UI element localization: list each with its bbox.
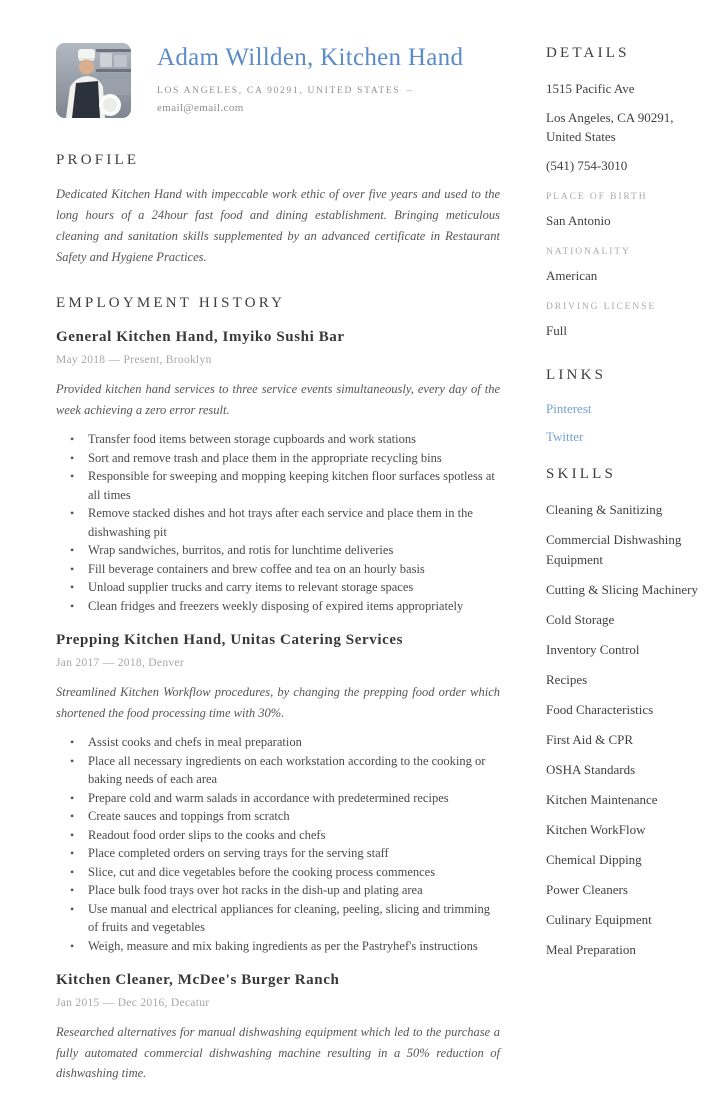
driving-license-label: DRIVING LICENSE xyxy=(546,302,657,312)
job-bullet: • Wrap sandwiches, burritos, and rotis for lunchtime deliveries xyxy=(56,541,500,560)
job-date: Jan 2015 — Dec 2016, Decatur xyxy=(56,997,210,1009)
chef-photo-illustration xyxy=(56,43,131,118)
job-bullet: • Assist cooks and chefs in meal preparation xyxy=(56,733,500,752)
skill-item: Commercial Dishwashing Equipment xyxy=(546,532,682,567)
phone-number: (541) 754-3010 xyxy=(546,158,628,173)
main-column xyxy=(56,0,500,1094)
resume-header xyxy=(56,43,500,118)
job-date: May 2018 — Present, Brooklyn xyxy=(56,354,212,366)
job-bullet: • Fill beverage containers and brew coffee and tea on an hourly basis xyxy=(56,560,500,579)
job-title: Prepping Kitchen Hand, Unitas Catering Services xyxy=(56,632,404,648)
job-bullet: • Transfer food items between storage cupboards and work stations xyxy=(56,430,500,449)
skills-list xyxy=(546,500,698,960)
page-title: Adam Willden, Kitchen Hand xyxy=(157,44,464,71)
link-item[interactable]: Pinterest xyxy=(546,401,592,416)
profile-photo xyxy=(56,43,131,118)
job-entry xyxy=(56,329,500,615)
driving-license-value: Full xyxy=(546,323,567,338)
nationality-value: American xyxy=(546,268,598,283)
skill-item: Meal Preparation xyxy=(546,942,636,957)
job-bullet: • Use manual and electrical appliances for cleaning, peeling, slicing and trimming of fruits and vegetables xyxy=(56,900,500,937)
job-bullet: • Place bulk food trays over hot racks in the dish-up and plating area xyxy=(56,881,500,900)
links-section xyxy=(546,367,698,445)
job-bullet-list xyxy=(56,733,500,955)
job-bullet: • Place completed orders on serving trays for the serving staff xyxy=(56,844,500,863)
employment-heading: EMPLOYMENT HISTORY xyxy=(56,295,286,311)
location-text: LOS ANGELES, CA 90291, UNITED STATES xyxy=(157,85,401,96)
skill-item: Cutting & Slicing Machinery xyxy=(546,582,699,597)
skill-item: Cleaning & Sanitizing xyxy=(546,502,663,517)
links-list xyxy=(546,401,698,445)
nationality-label: NATIONALITY xyxy=(546,247,631,257)
skill-item: Kitchen WorkFlow xyxy=(546,822,646,837)
details-heading: DETAILS xyxy=(546,45,630,61)
skill-item: Culinary Equipment xyxy=(546,912,652,927)
skill-item: Food Characteristics xyxy=(546,702,654,717)
job-bullet: • Prepare cold and warm salads in accordance with predetermined recipes xyxy=(56,789,500,808)
job-bullet: • Weigh, measure and mix baking ingredients as per the Pastryhef's instructions xyxy=(56,937,500,956)
job-bullet: • Responsible for sweeping and mopping keeping kitchen floor surfaces spotless at all times xyxy=(56,467,500,504)
place-of-birth-label: PLACE OF BIRTH xyxy=(546,192,648,202)
address-line xyxy=(157,85,463,96)
job-title: General Kitchen Hand, Imyiko Sushi Bar xyxy=(56,329,345,345)
job-date: Jan 2017 — 2018, Denver xyxy=(56,657,184,669)
skill-item: Cold Storage xyxy=(546,612,615,627)
header-text xyxy=(157,43,463,118)
skill-item: Kitchen Maintenance xyxy=(546,792,658,807)
skills-heading: SKILLS xyxy=(546,466,617,482)
job-bullet: • Sort and remove trash and place them in the appropriate recycling bins xyxy=(56,449,500,468)
skill-item: Recipes xyxy=(546,672,588,687)
skill-item: First Aid & CPR xyxy=(546,732,634,747)
address-street: 1515 Pacific Ave xyxy=(546,81,635,96)
job-summary: Streamlined Kitchen Workflow procedures, by changing the prepping food order which shortened the food processing time with 30%. xyxy=(56,685,500,720)
sidebar xyxy=(546,0,698,1094)
job-bullet: • Clean fridges and freezers weekly disposing of expired items appropriately xyxy=(56,597,500,616)
job-bullet-list xyxy=(56,430,500,615)
job-bullet: • Place all necessary ingredients on each workstation according to the cooking or baking needs of each area xyxy=(56,752,500,789)
skills-section xyxy=(546,466,698,960)
skill-item: Inventory Control xyxy=(546,642,640,657)
profile-text: Dedicated Kitchen Hand with impeccable work ethic of over five years and used to the long hours of a 24hour fast food and dining establishment. Bringing meticulous cleaning and sanitation skills supplemented by an advanced certificate in Restaurant Safety and Hygiene Practices. xyxy=(56,187,500,264)
link-item[interactable]: Twitter xyxy=(546,429,584,444)
job-title: Kitchen Cleaner, McDee's Burger Ranch xyxy=(56,972,340,988)
job-bullet: • Unload supplier trucks and carry items to relevant storage spaces xyxy=(56,578,500,597)
skill-item: Power Cleaners xyxy=(546,882,628,897)
email-text: email@email.com xyxy=(157,101,244,114)
address-city: Los Angeles, CA 90291, United States xyxy=(546,110,674,144)
job-entry xyxy=(56,632,500,955)
job-bullet: • Create sauces and toppings from scratch xyxy=(56,807,500,826)
place-of-birth-value: San Antonio xyxy=(546,213,611,228)
links-heading: LINKS xyxy=(546,367,607,383)
skill-item: OSHA Standards xyxy=(546,762,636,777)
address-expand-icon: -- xyxy=(406,84,413,95)
job-summary: Researched alternatives for manual dishwashing equipment which led to the purchase a fully automated commercial dishwashing machine resulting in a 50% reduction of dishwashing time. xyxy=(56,1025,500,1080)
skill-item: Chemical Dipping xyxy=(546,852,642,867)
job-bullet: • Readout food order slips to the cooks and chefs xyxy=(56,826,500,845)
job-entry xyxy=(56,972,500,1084)
profile-heading: PROFILE xyxy=(56,152,140,168)
job-summary: Provided kitchen hand services to three service events simultaneously, every day of the week achieving a zero error result. xyxy=(56,382,500,417)
job-bullet: • Remove stacked dishes and hot trays after each service and place them in the dishwashing pit xyxy=(56,504,500,541)
job-bullet: • Slice, cut and dice vegetables before the cooking process commences xyxy=(56,863,500,882)
